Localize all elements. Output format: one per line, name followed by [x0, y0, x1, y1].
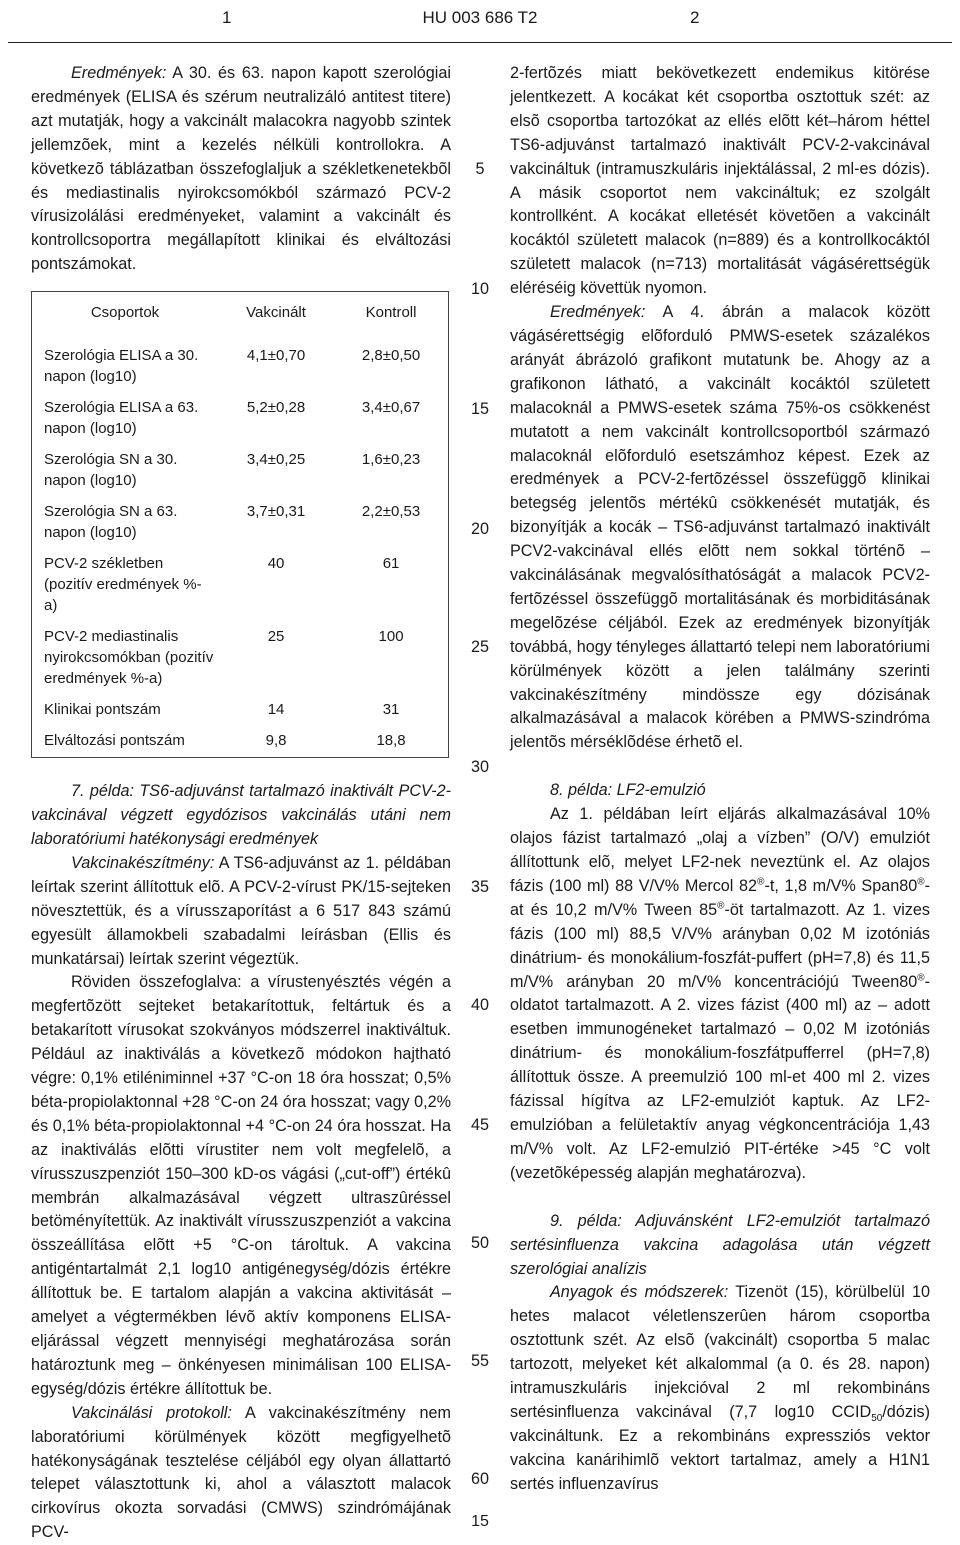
header-rule: [8, 42, 952, 43]
row-label: PCV-2 mediastinalis nyirokcsomókban (pozitív eredmények %-a): [44, 628, 214, 688]
row-vaccinated: 9,8: [265, 732, 287, 750]
materials-text-b: /dózis) vakcináltunk. Ez a rekombináns expressziós vektor vakcina kanárihimlõ vektort tartalmaz, amely a H1N1 sertés influenzavírus: [510, 1402, 930, 1493]
registered-mark: ®: [917, 972, 925, 984]
header-doc-id: HU 003 686 T2: [422, 8, 538, 27]
lf2-text-e: -oldatot tartalmazott. A 2. vizes fázist (400 ml) az – adott esetben immunogéneket tartalmazó – 0,02 M izotóniás dinátrium- és monokálium-foszfátpufferrel (pH=7,8) állítottuk össze. A preemulzió 100 ml-et 400 ml 2. vizes fázissal hígítva az LF2-emulziót kaptuk. Az LF2-emulzióban a felületaktív anyag végkoncentrációja 1,43 m/V% volt. Az LF2-emulzió PIT-értéke >45 °C volt (vezetõképesség alapján meghatározva).: [510, 972, 930, 1182]
materials-text-a: Tizenöt (15), körülbelül 10 hetes malacot véletlenszerûen három csoportba osztottunk szét. Az elsõ (vakcinált) csoportba 5 malac tartozott, melyeket két alkalommal (a 0. és 28. napon) intramuszkuláris injekcióval 2 ml rekombináns sertésinfluenza vakcinával (7,7 log10 CCID: [510, 1283, 930, 1421]
table-header-groups: Csoportok: [90, 304, 160, 322]
line-number: 55: [470, 1352, 489, 1370]
right-paragraph-continuation: 2-fertõzés miatt bekövetkezett endemikus kitörése jelentkezett. A kocákat két csoportba osztottuk szét: az elsõ csoportba tartozókat az ellés elõtt két–három héttel TS6-adjuvánst tartalmazó inaktivált PCV-2-vakcinával vakcináltuk (intramuszkuláris injektálással, 2 ml-es dózis). A másik csoportot nem vakcináltuk; ez szolgált kontrollként. A kocákat elletését követõen a vakcinált kocáktól született malacok (n=889) és a kontrollkocáktól született malacok (n=713) mortalitását vágásérettségük eléréséig követtük nyomon.: [510, 64, 930, 298]
header-page-left: 1: [222, 8, 232, 27]
summary-paragraph: Röviden összefoglalva: a vírustenyésztés végén a megfertõzött sejteket betakarítottuk, feltártuk és a betakarított vírusokat szokványos módszerrel inaktiváltuk. Például az inaktiválás a következõ módokon hajtható végre: 0,1% etiléniminnel +37 °C-on 18 óra hosszat; 0,5% béta-propiolaktonnal +28 °C-on 24 óra hosszat; vagy 0,2% és 0,1% béta-propiolaktonnal +4 °C-on 24 óra hosszat. Ha az inaktiválás elõtti vírustiter nem volt megfelelõ, a vírusszuszpenziót 150–300 kD-os vágási („cut-off”) értékû membrán alkalmazásával végzett ultraszûréssel betöményítettük. Az inaktivált vírusszuszpenziót a vakcina összeállítása elõtt +5 °C-on tároltuk. A vakcina antigéntartalmát 2,1 log10 antigénegység/dózis értékre állítottuk be. E tartalom alapján a vakcina aktivitását – amelyet a végtermékben lévõ aktív komponens ELISA-eljárással végzett mennyiségi meghatározása során határoztunk meg – önkényesen minimálisan 100 ELISA-egység/dózis értékre állítottuk be.: [31, 973, 451, 1398]
table-row: [32, 726, 449, 758]
row-vaccinated: 14: [267, 701, 285, 719]
row-vaccinated: 25: [267, 628, 285, 646]
line-number: 20: [470, 520, 489, 538]
row-label: Szerológia SN a 63. napon (log10): [44, 503, 178, 542]
row-control: 1,6±0,23: [361, 451, 421, 469]
left-paragraph-results: [31, 62, 451, 277]
registered-mark: ®: [717, 900, 725, 912]
line-number: 60: [470, 1470, 489, 1488]
materials-paragraph: [510, 1281, 930, 1496]
vaccine-preparation-paragraph: [31, 852, 451, 972]
right-results-text: A 4. ábrán a malacok között vágásérettségig elõforduló PMWS-esetek százalékos arányát ábrázoló grafikont mutatunk be. Ahogy az a grafikonon látható, a vakcinált kocáktól született malacoknál a PMWS-esetek száma 75%-os csökkenést mutatott a nem vakcinált kontrollcsoportból származó malacoknál elõforduló esetszámhoz képest. Ezek az eredmények a PCV-2-fertõzéssel összefüggõ klinikai betegség jelentõs mértékû csökkenését mutatják, és bizonyítják a kocák – TS6-adjuvánst tartalmazó inaktivált PCV2-vakcinával ellés elõtt nem sokkal történõ – vakcinálásának megvalósíthatóságát a malacok PCV2-fertõzéssel összefüggõ mortalitásának és morbiditásának megelõzése céljából. Ezek az eredmények bizonyítják továbbá, hogy tényleges állattartó telepi nem laboratóriumi körülmények között a jelen találmány szerinti vakcinakészítmény mindössze egy dózisának alkalmazásával a malacok körében a PMWS-szindróma jelentõs mérséklõdése érhetõ el.: [510, 303, 930, 752]
lf2-paragraph: [510, 803, 930, 1186]
right-results-paragraph: [510, 301, 930, 755]
row-label: PCV-2 székletben (pozitív eredmények %-a): [44, 555, 202, 615]
table-row: [32, 497, 449, 549]
line-number: 15: [470, 400, 489, 418]
line-number: 5: [475, 160, 485, 178]
registered-mark: ®: [917, 876, 925, 888]
lf2-text-a: Az 1. példában leírt eljárás alkalmazásával 10% olajos fázist tartalmazó „olaj a vízben” (O/V) emulziót állítottunk elõ, melyet LF2-nek neveztünk el. Az olajos fázis (100 ml) 88 V/V% Mercol 82: [510, 805, 930, 895]
line-number: 30: [470, 758, 489, 776]
lf2-text-b: -t, 1,8 m/V% Span80: [764, 876, 918, 895]
example-8-heading: 8. példa: LF2-emulzió: [550, 781, 706, 800]
results-table: [31, 291, 449, 758]
vaccine-preparation-lead: Vakcinakészítmény:: [71, 853, 215, 872]
results-text: A 30. és 63. napon kapott szerológiai eredmények (ELISA és szérum neutralizáló antitest titere) azt mutatják, hogy a vakcinált malacokra nagyobb szintek jellemzõek, mint a kezelés nélküli kontrollokra. A következõ táblázatban összefoglaljuk a székletkenetekbõl és mediastinalis nyirokcsomókból származó PCV-2 vírusizolálási eredményeket, valamint a vakcinált és kontrollcsoportra megállapított klinikai és elváltozási pontszámokat.: [31, 64, 451, 274]
vaccine-preparation-text: A TS6-adjuvánst az 1. példában leírtak szerint állítottuk elõ. A PCV-2-vírust PK/15-sejteken növesztettük, és a vírusszaporítást a 6 517 843 számú egyesült államokbeli szabadalmi leírásban (Ellis és munkatársai) leírtak szerint végeztük.: [31, 853, 451, 968]
footer-page-number: 15: [471, 1513, 489, 1530]
row-label: Szerológia ELISA a 63. napon (log10): [44, 399, 199, 438]
registered-mark: ®: [757, 876, 765, 888]
row-vaccinated: 40: [267, 555, 285, 573]
line-number: 50: [470, 1234, 489, 1252]
row-vaccinated: 3,4±0,25: [246, 451, 306, 469]
row-control: 61: [382, 555, 400, 573]
example-9-heading: 9. példa: Adjuvánsként LF2-emulziót tartalmazó sertésinfluenza vakcina adagolása után végzett szerológiai analízis: [510, 1211, 930, 1278]
row-control: 2,8±0,50: [361, 347, 421, 365]
table-row: [32, 333, 449, 393]
row-control: 18,8: [376, 732, 406, 750]
example-7-heading: 7. példa: TS6-adjuvánst tartalmazó inaktivált PCV-2-vakcinával végzett egydózisos vakcinálás utáni nem laboratóriumi hatékonysági eredmények: [31, 782, 451, 848]
table-row: [32, 549, 449, 622]
materials-lead: Anyagok és módszerek:: [550, 1283, 729, 1302]
table-row: [32, 393, 449, 445]
row-label: Szerológia SN a 30. napon (log10): [44, 451, 178, 490]
ccid-subscript: 50: [871, 1413, 883, 1425]
row-label: Szerológia ELISA a 30. napon (log10): [44, 347, 199, 386]
right-results-lead: Eredmények:: [550, 303, 646, 322]
row-vaccinated: 3,7±0,31: [246, 503, 306, 521]
row-control: 3,4±0,67: [361, 399, 421, 417]
row-control: 100: [378, 628, 404, 646]
row-label: Klinikai pontszám: [44, 701, 161, 719]
line-number: 40: [470, 996, 489, 1014]
lf2-text-c: -at és 10,2 m/V% Tween 85: [510, 876, 930, 919]
protocol-lead: Vakcinálási protokoll:: [71, 1403, 232, 1422]
left-column: [31, 62, 451, 1545]
table-header-vaccinated: Vakcinált: [246, 304, 306, 322]
table-row: [32, 695, 449, 726]
row-label: Elváltozási pontszám: [44, 732, 185, 750]
line-number: 45: [470, 1116, 489, 1134]
row-vaccinated: 4,1±0,70: [246, 347, 306, 365]
protocol-text: A vakcinakészítmény nem laboratóriumi körülmények között megfigyelhetõ hatékonyságának tesztelése céljából egy olyan állattartó telepet választottunk ki, ahol a választott malacok cirkovírus okozta sorvadási (CMWS) szindrómájának PCV-: [31, 1403, 451, 1542]
line-number: 10: [470, 280, 489, 298]
table-row: [32, 445, 449, 497]
row-control: 31: [382, 701, 400, 719]
lf2-text-d: -öt tartalmazott. Az 1. vizes fázis (100 ml) 88,5 V/V% arányban 0,02 M izotóniás dinátrium- és monokálium-foszfát-puffert (pH=7,8) és 11,5 m/V% arányban 20 m/V% koncentrációjú Tween80: [510, 900, 930, 991]
results-lead: Eredmények:: [71, 64, 167, 82]
row-control: 2,2±0,53: [361, 503, 421, 521]
right-column: [510, 62, 930, 1497]
line-number: 25: [470, 638, 489, 656]
header-page-right: 2: [690, 8, 700, 27]
table-row: [32, 622, 449, 695]
row-vaccinated: 5,2±0,28: [246, 399, 306, 417]
table-header-control: Kontroll: [365, 304, 417, 322]
line-number: 35: [470, 878, 489, 896]
table-header-row: [32, 292, 449, 334]
